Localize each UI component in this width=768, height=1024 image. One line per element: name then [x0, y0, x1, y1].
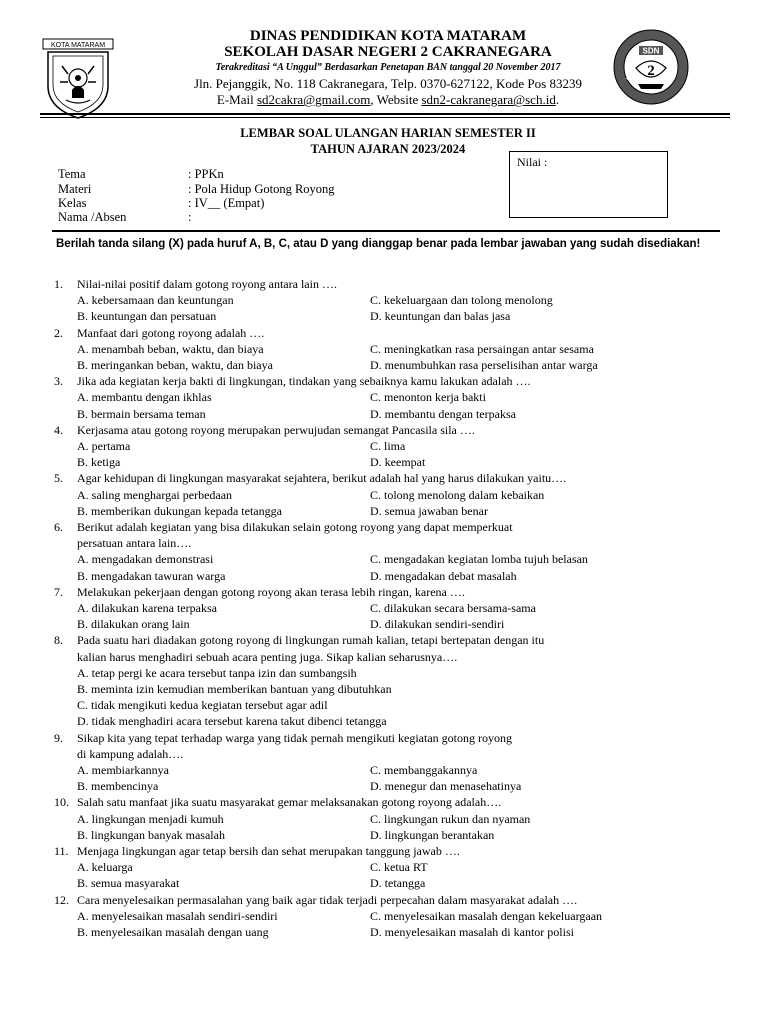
contact-line — [130, 92, 646, 108]
info-label: Kelas — [58, 196, 87, 210]
question-number: 7. — [54, 584, 63, 599]
answer-option[interactable]: A. tetap pergi ke acara tersebut tanpa izin dan sumbangsih — [77, 665, 357, 680]
answer-option[interactable]: C. kekeluargaan dan tolong menolong — [370, 293, 553, 308]
answer-option[interactable]: A. menyelesaikan masalah sendiri-sendiri — [77, 908, 278, 923]
answer-option[interactable]: A. keluarga — [77, 860, 133, 875]
answer-option[interactable]: C. ketua RT — [370, 860, 428, 875]
answer-option[interactable]: D. keempat — [370, 455, 426, 470]
answer-option[interactable]: A. membantu dengan ikhlas — [77, 390, 212, 405]
answer-option[interactable]: C. tolong menolong dalam kebaikan — [370, 487, 545, 502]
question-number: 5. — [54, 471, 63, 486]
score-label: Nilai : — [517, 155, 548, 169]
answer-option[interactable]: D. keuntungan dan balas jasa — [370, 309, 511, 324]
email-link[interactable]: sd2cakra@gmail.com — [256, 92, 371, 107]
answer-option[interactable]: C. menonton kerja bakti — [370, 390, 486, 405]
question-text: kalian harus menghadiri sebuah acara penting juga. Sikap kalian seharusnya…. — [77, 649, 458, 664]
kota-mataram-logo — [42, 38, 114, 120]
answer-option[interactable]: A. dilakukan karena terpaksa — [77, 601, 217, 615]
answer-option[interactable]: A. saling menghargai perbedaan — [77, 487, 233, 502]
logo-left-caption: KOTA MATARAM — [50, 42, 106, 49]
info-label: Nama /Absen — [58, 210, 127, 224]
website-link[interactable]: sdn2-cakranegara@sch.id — [421, 92, 556, 107]
question-number: 12. — [54, 892, 69, 907]
answer-option[interactable]: D. menyelesaikan masalah di kantor polisi — [370, 925, 574, 939]
info-label: Tema — [58, 167, 86, 181]
question-number: 6. — [54, 520, 63, 534]
answer-option[interactable]: A. mengadakan demonstrasi — [77, 552, 214, 567]
answer-option[interactable]: D. tetangga — [370, 876, 426, 891]
score-box[interactable] — [509, 151, 668, 218]
question-number: 3. — [54, 374, 63, 389]
answer-option[interactable]: B. memberikan dukungan kepada tetangga — [77, 503, 282, 518]
answer-option[interactable]: B. membencinya — [77, 779, 159, 794]
answer-option[interactable]: C. lima — [370, 439, 406, 453]
agency-name: DINAS PENDIDIKAN KOTA MATARAM — [249, 28, 527, 44]
logo-right-caption: SDN — [642, 46, 660, 56]
answer-option[interactable]: C. tidak mengikuti kedua kegiatan tersebut agar adil — [77, 698, 328, 713]
question-text: di kampung adalah…. — [77, 746, 184, 761]
sheet-title: LEMBAR SOAL ULANGAN HARIAN SEMESTER II — [240, 126, 536, 140]
question-text: Nilai-nilai positif dalam gotong royong antara lain …. — [77, 277, 337, 291]
answer-option[interactable]: C. lingkungan rukun dan nyaman — [370, 811, 531, 826]
question-text: Pada suatu hari diadakan gotong royong di lingkungan rumah kalian, tetapi bertepatan dengan itu — [77, 633, 545, 648]
question-text: Agar kehidupan di lingkungan masyarakat sejahtera, berikut adalah hal yang harus dilakukan yaitu…. — [77, 471, 567, 486]
question-number: 9. — [54, 730, 63, 745]
logo-right-number: 2 — [647, 63, 655, 79]
answer-option[interactable]: B. lingkungan banyak masalah — [77, 827, 225, 842]
answer-option[interactable]: D. tidak menghadiri acara tersebut karena takut dibenci tetangga — [77, 714, 387, 729]
instruction-text: Berilah tanda silang (X) pada huruf A, B, C, atau D yang dianggap benar pada lembar jawaban yang sudah disediakan! — [56, 238, 701, 250]
info-label: Materi — [58, 182, 92, 196]
answer-option[interactable]: C. mengadakan kegiatan lomba tujuh belasan — [370, 552, 588, 567]
answer-option[interactable]: B. menyelesaikan masalah dengan uang — [77, 925, 269, 939]
academic-year: TAHUN AJARAN 2023/2024 — [310, 142, 466, 156]
answer-option[interactable]: A. kebersamaan dan keuntungan — [77, 293, 234, 308]
question-number: 2. — [54, 325, 63, 340]
answer-option[interactable]: A. menambah beban, waktu, dan biaya — [77, 341, 264, 356]
header-divider-thin — [40, 117, 730, 118]
school-name: SEKOLAH DASAR NEGERI 2 CAKRANEGARA — [224, 44, 552, 60]
email-prefix: E-Mail — [216, 92, 257, 107]
answer-option[interactable]: D. menegur dan menasehatinya — [370, 779, 522, 794]
question-number: 8. — [54, 633, 63, 648]
info-value: : IV__ (Empat) — [188, 196, 265, 210]
question-text: Kerjasama atau gotong royong merupakan perwujudan semangat Pancasila sila …. — [77, 422, 475, 437]
answer-option[interactable]: B. dilakukan orang lain — [77, 617, 190, 632]
info-value: : Pola Hidup Gotong Royong — [188, 182, 335, 196]
answer-option[interactable]: D. membantu dengan terpaksa — [370, 406, 516, 421]
answer-option[interactable]: B. meringankan beban, waktu, dan biaya — [77, 358, 273, 372]
question-number: 1. — [54, 277, 63, 291]
question-text: Manfaat dari gotong royong adalah …. — [77, 325, 265, 340]
answer-option[interactable]: D. menumbuhkan rasa perselisihan antar warga — [370, 358, 598, 372]
question-text: Melakukan pekerjaan dengan gotong royong akan terasa lebih ringan, karena …. — [77, 584, 465, 599]
answer-option[interactable]: A. lingkungan menjadi kumuh — [77, 811, 224, 826]
answer-option[interactable]: C. dilakukan secara bersama-sama — [370, 601, 536, 615]
answer-option[interactable]: D. lingkungan berantakan — [370, 827, 495, 842]
question-text: Menjaga lingkungan agar tetap bersih dan sehat merupakan tanggung jawab …. — [77, 844, 460, 858]
answer-option[interactable]: B. mengadakan tawuran warga — [77, 568, 226, 583]
website-prefix: , Website — [370, 92, 422, 107]
website-suffix: . — [555, 92, 560, 107]
school-address: Jln. Pejanggik, No. 118 Cakranegara, Telp. 0370-627122, Kode Pos 83239 — [194, 76, 582, 91]
answer-option[interactable]: C. menyelesaikan masalah dengan kekeluargaan — [370, 908, 603, 923]
answer-option[interactable]: A. pertama — [77, 439, 131, 453]
answer-option[interactable]: A. membiarkannya — [77, 763, 169, 777]
answer-option[interactable]: B. ketiga — [77, 455, 121, 470]
question-text: Salah satu manfaat jika suatu masyarakat gemar melaksanakan gotong royong adalah…. — [77, 795, 502, 810]
answer-option[interactable]: C. membanggakannya — [370, 763, 478, 777]
info-divider — [52, 230, 720, 232]
answer-option[interactable]: D. dilakukan sendiri-sendiri — [370, 617, 505, 632]
answer-option[interactable]: B. keuntungan dan persatuan — [77, 309, 217, 324]
question-text: Jika ada kegiatan kerja bakti di lingkungan, tindakan yang sebaiknya kamu lakukan adalah …. — [77, 374, 531, 389]
answer-option[interactable]: D. semua jawaban benar — [370, 503, 488, 518]
question-text: Sikap kita yang tepat terhadap warga yang tidak pernah mengikuti kegiatan gotong royong — [77, 730, 512, 745]
info-value[interactable]: : — [188, 210, 192, 224]
answer-option[interactable]: B. bermain bersama teman — [77, 406, 206, 421]
question-number: 10. — [54, 795, 69, 810]
question-text: Berikut adalah kegiatan yang bisa dilakukan selain gotong royong yang dapat memperkuat — [77, 520, 513, 534]
info-value: : PPKn — [188, 167, 224, 181]
answer-option[interactable]: C. meningkatkan rasa persaingan antar sesama — [370, 341, 594, 356]
answer-option[interactable]: D. mengadakan debat masalah — [370, 568, 517, 583]
answer-option[interactable]: B. meminta izin kemudian memberikan bantuan yang dibutuhkan — [77, 682, 392, 696]
header-divider-thick — [40, 113, 730, 115]
answer-option[interactable]: B. semua masyarakat — [77, 876, 180, 891]
accreditation-note: Terakreditasi “A Unggul” Berdasarkan Penetapan BAN tanggal 20 November 2017 — [215, 62, 561, 73]
question-text: Cara menyelesaikan permasalahan yang baik agar tidak terjadi perpecahan dalam masyarakat adalah …. — [77, 892, 578, 907]
question-number: 11. — [54, 844, 69, 858]
question-number: 4. — [54, 422, 63, 437]
question-text: persatuan antara lain…. — [77, 536, 192, 551]
